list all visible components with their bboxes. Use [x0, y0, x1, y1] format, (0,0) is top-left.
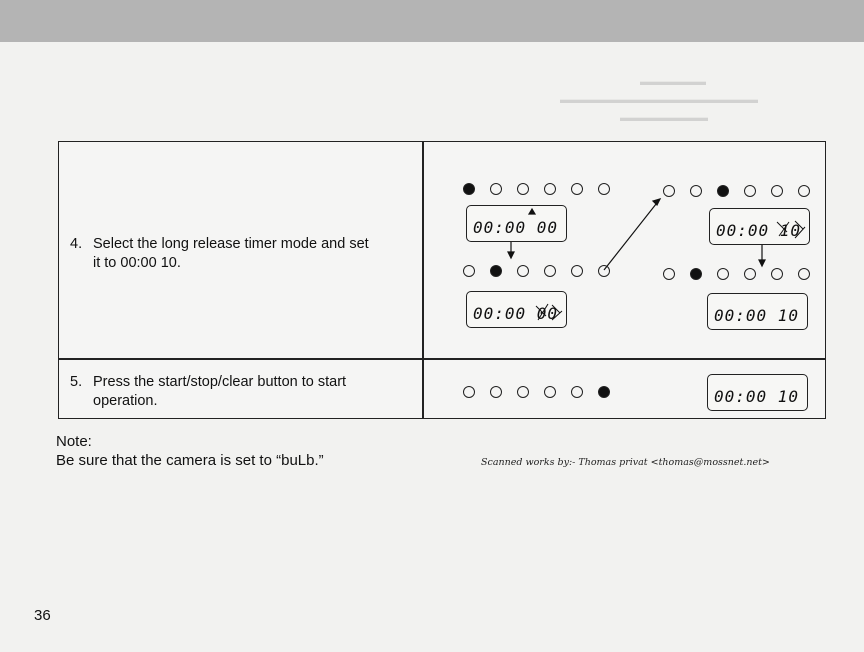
- indicator-lamp: [598, 183, 610, 195]
- indicator-lamp-lit: [690, 268, 702, 280]
- lcd-readout: 00:00 10: [715, 221, 801, 240]
- bleed-through: ▬▬▬▬▬▬▬▬▬▬▬▬▬▬▬▬▬▬: [560, 94, 758, 106]
- indicator-lamp: [517, 265, 529, 277]
- bleed-through: ▬▬▬▬▬▬▬▬: [620, 112, 708, 124]
- bleed-through: ▬▬▬▬▬▬: [640, 76, 706, 88]
- indicator-lamp: [517, 183, 529, 195]
- indicator-lamp: [798, 268, 810, 280]
- step-text-line-2: it to 00:00 10.: [93, 255, 181, 271]
- indicator-lamp: [544, 183, 556, 195]
- note: [56, 432, 324, 470]
- indicator-lamp-lit: [490, 265, 502, 277]
- scan-credit: Scanned works by:- Thomas privat <thomas@mossnet.net>: [481, 457, 770, 468]
- blink-mark-icon: [536, 304, 562, 320]
- indicator-lamp: [663, 185, 675, 197]
- step-text-line-2: operation.: [93, 393, 158, 409]
- indicator-lamp: [463, 386, 475, 398]
- step-text-line-1: Select the long release timer mode and set: [93, 236, 369, 252]
- indicator-lamp: [663, 268, 675, 280]
- indicator-lamp: [771, 268, 783, 280]
- indicator-lamp: [463, 265, 475, 277]
- lcd-readout: 00:00 10: [713, 306, 799, 325]
- down-arrow-icon: [508, 252, 514, 258]
- indicator-lamp: [490, 183, 502, 195]
- indicator-lamp: [690, 185, 702, 197]
- step-number: 4.: [70, 236, 83, 252]
- indicator-lamp-lit: [598, 386, 610, 398]
- step-text-line-1: Press the start/stop/clear button to start: [93, 374, 347, 390]
- indicator-lamp: [517, 386, 529, 398]
- indicator-lamp-lit: [717, 185, 729, 197]
- indicator-lamp: [544, 265, 556, 277]
- lcd-readout: 00:00 10: [713, 387, 799, 406]
- step-number: 5.: [70, 374, 83, 390]
- indicator-lamp: [771, 185, 783, 197]
- indicator-lamp: [571, 183, 583, 195]
- lcd-readout: 00:00 00: [472, 218, 558, 237]
- indicator-lamp: [571, 386, 583, 398]
- indicator-lamp-lit: [463, 183, 475, 195]
- indicator-lamp: [571, 265, 583, 277]
- indicator-lamp: [744, 185, 756, 197]
- indicator-lamp: [544, 386, 556, 398]
- blink-mark-icon: [777, 221, 805, 238]
- indicator-lamp: [490, 386, 502, 398]
- indicator-lamp: [717, 268, 729, 280]
- indicator-lamp: [598, 265, 610, 277]
- page-number: 36: [34, 607, 51, 624]
- indicator-lamp: [798, 185, 810, 197]
- note-text: Be sure that the camera is set to “buLb.”: [56, 452, 324, 469]
- indicator-lamp: [744, 268, 756, 280]
- lcd-readout: 00:00 00: [472, 304, 558, 323]
- diagonal-arrow-icon: [653, 199, 660, 205]
- down-arrow-icon: [759, 260, 765, 266]
- up-arrow-icon: [529, 209, 535, 214]
- note-label: Note:: [56, 433, 92, 450]
